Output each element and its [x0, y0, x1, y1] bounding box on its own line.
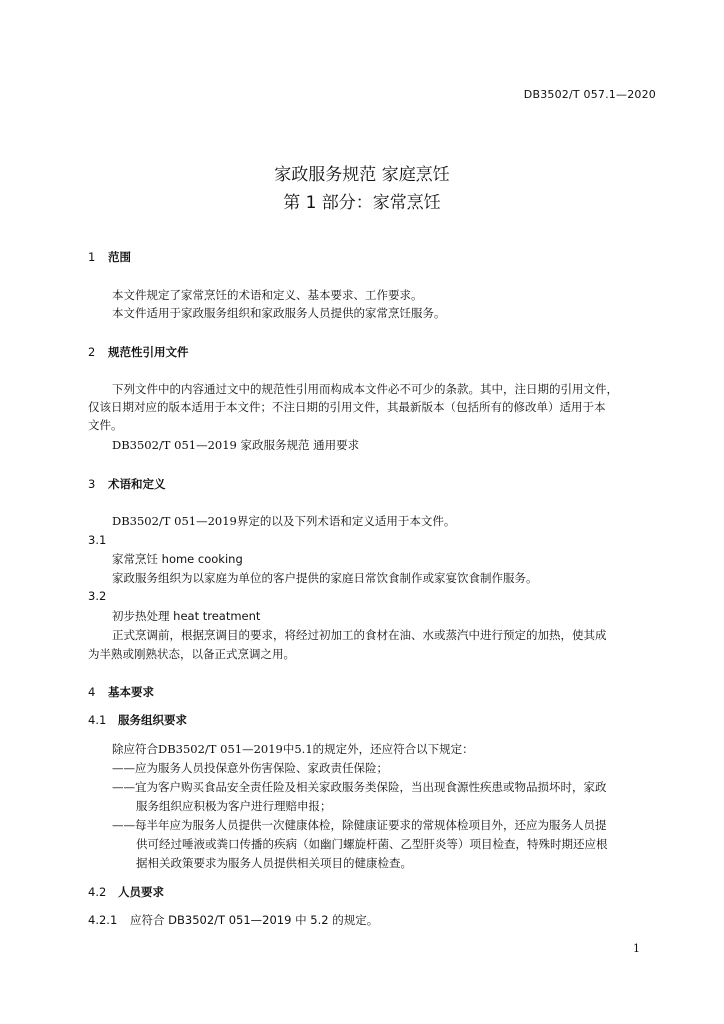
paragraph-line: 本文件规定了家常烹饪的术语和定义、基本要求、工作要求。	[112, 288, 423, 302]
paragraph-line: 除应符合DB3502/T 051—2019中5.1的规定外，还应符合以下规定：	[112, 742, 474, 756]
subsection-number: 4.1	[88, 713, 107, 727]
section-heading-3	[88, 476, 166, 492]
clause-4-2-1	[88, 912, 378, 928]
paragraph-line: 下列文件中的内容通过文中的规范性引用而构成本文件必不可少的条款。其中，注日期的引用文件，	[112, 382, 618, 396]
section-heading-1	[88, 249, 131, 265]
term-definition: 为半熟或刚熟状态，以备正式烹调之用。	[88, 647, 295, 661]
term-definition: 正式烹调前，根据烹调目的要求，将经过初加工的食材在油、水或蒸汽中进行预定的加热，使其成	[112, 628, 607, 642]
term-name: 家常烹饪 home cooking	[112, 552, 243, 566]
document-title: 家政服务规范 家庭烹饪	[274, 165, 450, 185]
subsection-title: 服务组织要求	[118, 713, 187, 727]
clause-text: 应符合 DB3502/T 051—2019 中 5.2 的规定。	[130, 913, 379, 927]
section-heading-2	[88, 344, 189, 360]
term-number: 3.2	[88, 589, 107, 603]
list-item-continuation: 服务组织应积极为客户进行理赔申报；	[136, 799, 332, 813]
paragraph-line: 文件。	[88, 418, 123, 432]
section-number: 4	[88, 685, 96, 699]
list-item-continuation: 供可经过唾液或粪口传播的疾病（如幽门螺旋杆菌、乙型肝炎等）项目检查，特殊时期还应根	[136, 837, 608, 851]
subsection-heading-4-2	[88, 884, 164, 900]
subsection-title: 人员要求	[118, 885, 164, 899]
term-definition: 家政服务组织为以家庭为单位的客户提供的家庭日常饮食制作或家宴饮食制作服务。	[112, 571, 538, 585]
section-number: 2	[88, 345, 96, 359]
document-subtitle: 第 1 部分：家常烹饪	[283, 193, 441, 213]
section-heading-4	[88, 684, 154, 700]
term-number: 3.1	[88, 533, 107, 547]
paragraph-line: 本文件适用于家政服务组织和家政服务人员提供的家常烹饪服务。	[112, 306, 446, 320]
subsection-number: 4.2	[88, 885, 107, 899]
normative-reference: DB3502/T 051—2019 家政服务规范 通用要求	[112, 438, 360, 452]
section-title: 规范性引用文件	[108, 345, 189, 359]
clause-number: 4.2.1	[88, 913, 118, 927]
section-title: 范围	[108, 250, 131, 264]
paragraph-line: 仅该日期对应的版本适用于本文件；不注日期的引用文件，其最新版本（包括所有的修改单）适用于本	[88, 400, 606, 414]
section-title: 基本要求	[108, 685, 154, 699]
list-item: ——应为服务人员投保意外伤害保险、家政责任保险；	[112, 761, 388, 775]
list-item: ——每半年应为服务人员提供一次健康体检，除健康证要求的常规体检项目外，还应为服务人员提	[112, 818, 607, 832]
terms-intro: DB3502/T 051—2019界定的以及下列术语和定义适用于本文件。	[112, 514, 456, 528]
document-code: DB3502/T 057.1—2020	[523, 88, 656, 101]
section-number: 1	[88, 250, 96, 264]
section-number: 3	[88, 477, 96, 491]
list-item-continuation: 据相关政策要求为服务人员提供相关项目的健康检查。	[136, 856, 412, 870]
section-title: 术语和定义	[108, 477, 166, 491]
list-item: ——宜为客户购买食品安全责任险及相关家政服务类保险，当出现食源性疾患或物品损坏时，家政	[112, 780, 607, 794]
subsection-heading-4-1	[88, 712, 187, 728]
page-number: 1	[633, 942, 640, 955]
term-name: 初步热处理 heat treatment	[112, 609, 261, 623]
